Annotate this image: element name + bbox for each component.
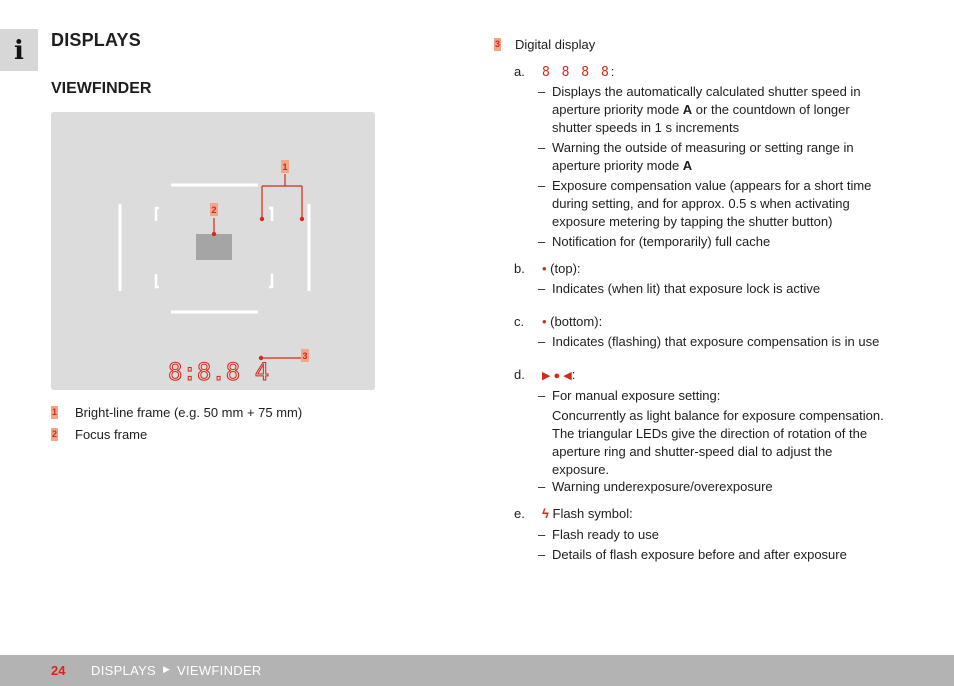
section-title: VIEWFINDER [51, 80, 152, 97]
item-d-letter: d. [514, 367, 525, 382]
callout-1-label: 1 [282, 162, 288, 172]
flash-icon: ϟ [542, 506, 549, 521]
breadcrumb-arrow-icon: ▶ [163, 664, 170, 674]
breadcrumb-viewfinder[interactable]: VIEWFINDER [177, 663, 262, 678]
display-section-title [494, 36, 595, 54]
item-b [514, 260, 581, 278]
legend-badge-1: 1 [51, 407, 57, 418]
frame-corner-bl [156, 274, 159, 287]
page-number: 24 [51, 663, 66, 678]
display-title-text: Digital display [515, 37, 596, 52]
frame-corner-tr [269, 208, 272, 221]
legend-text-1: Bright-line frame (e.g. 50 mm + 75 mm) [75, 405, 303, 420]
legend-badge-2: 2 [51, 429, 57, 440]
item-b-suffix: (top): [546, 261, 581, 276]
callout-3-label: 3 [302, 351, 308, 361]
item-a-suffix: : [610, 64, 615, 79]
frame-corner-br [269, 274, 272, 287]
info-tab [0, 29, 38, 71]
segment-display-icon: 8 8 8 8 [542, 65, 611, 80]
legend-text-2: Focus frame [75, 427, 148, 442]
triangle-led-icons: ▶ ● ◀ [542, 370, 572, 382]
page-footer [0, 655, 954, 686]
callout-2-label: 2 [211, 205, 217, 215]
viewfinder-illustration [51, 112, 375, 390]
legend-item-1 [51, 405, 302, 420]
item-d-suffix: : [571, 367, 576, 382]
digital-display: 8:8.8 4 [168, 358, 270, 386]
item-c-letter: c. [514, 314, 525, 329]
item-c [514, 313, 602, 331]
item-e [514, 505, 633, 523]
section-badge-3: 3 [494, 39, 500, 50]
item-e-suffix: Flash symbol: [548, 506, 633, 521]
dot-top-icon: • [542, 261, 547, 276]
item-a-letter: a. [514, 64, 525, 79]
item-e-letter: e. [514, 506, 525, 521]
info-icon: i [14, 36, 24, 66]
legend-item-2 [51, 427, 147, 442]
frame-corner-tl [156, 208, 159, 221]
viewfinder-diagram [51, 112, 375, 390]
breadcrumb-displays[interactable]: DISPLAYS [91, 663, 157, 678]
item-a [514, 63, 614, 82]
focus-frame [196, 234, 232, 260]
item-d [514, 366, 575, 385]
page-title: DISPLAYS [51, 30, 141, 50]
dot-bottom-icon: • [542, 314, 547, 329]
item-b-letter: b. [514, 261, 525, 276]
item-c-suffix: (bottom): [546, 314, 603, 329]
